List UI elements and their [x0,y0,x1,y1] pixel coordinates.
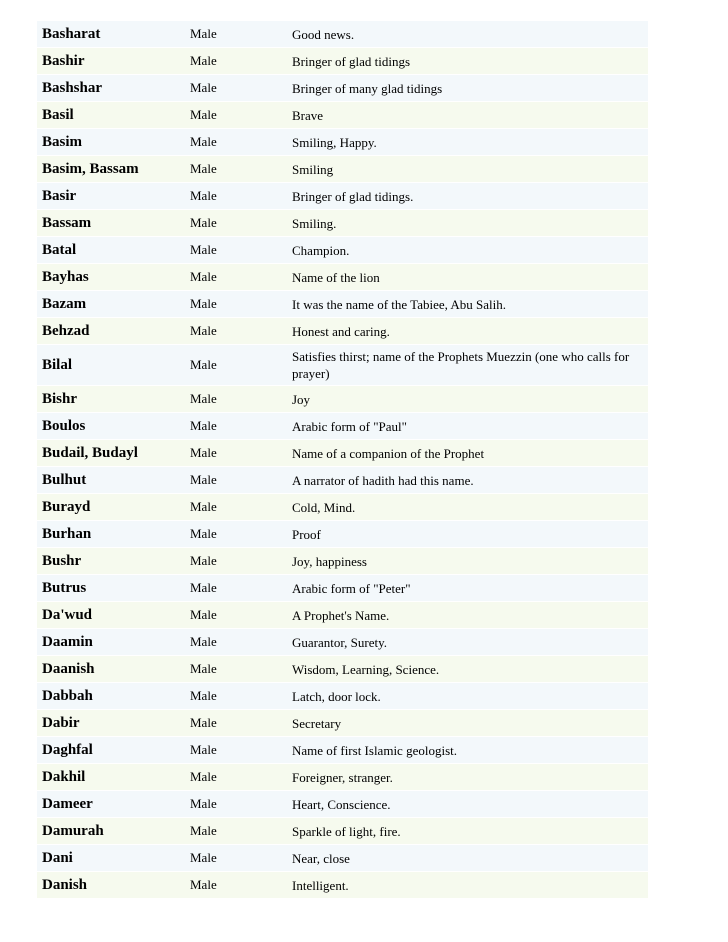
table-row [37,629,648,656]
gender-cell: Male [187,21,289,48]
gender-cell: Male [187,102,289,129]
table-row [37,791,648,818]
meaning-cell: Brave [289,102,648,129]
name-cell: Daamin [37,629,187,656]
name-cell: Basir [37,183,187,210]
table-row [37,575,648,602]
meaning-cell: Satisfies thirst; name of the Prophets Muezzin (one who calls for prayer) [289,345,648,386]
name-cell: Dabir [37,710,187,737]
name-cell: Budail, Budayl [37,440,187,467]
table-row [37,872,648,899]
table-row [37,386,648,413]
gender-cell: Male [187,386,289,413]
meaning-cell: Smiling. [289,210,648,237]
name-cell: Basharat [37,21,187,48]
meaning-cell: Bringer of glad tidings [289,48,648,75]
name-cell: Bazam [37,291,187,318]
meaning-cell: Cold, Mind. [289,494,648,521]
name-cell: Bashshar [37,75,187,102]
meaning-cell: Good news. [289,21,648,48]
gender-cell: Male [187,345,289,386]
meaning-cell: Smiling, Happy. [289,129,648,156]
table-row [37,48,648,75]
table-row [37,318,648,345]
name-cell: Dameer [37,791,187,818]
gender-cell: Male [187,764,289,791]
table-row [37,467,648,494]
meaning-cell: Honest and caring. [289,318,648,345]
table-row [37,102,648,129]
meaning-cell: Name of a companion of the Prophet [289,440,648,467]
name-cell: Bushr [37,548,187,575]
name-cell: Basim [37,129,187,156]
meaning-cell: Bringer of many glad tidings [289,75,648,102]
table-row [37,548,648,575]
name-cell: Dakhil [37,764,187,791]
gender-cell: Male [187,656,289,683]
meaning-cell: Sparkle of light, fire. [289,818,648,845]
gender-cell: Male [187,818,289,845]
meaning-cell: Bringer of glad tidings. [289,183,648,210]
gender-cell: Male [187,737,289,764]
name-cell: Batal [37,237,187,264]
gender-cell: Male [187,129,289,156]
gender-cell: Male [187,48,289,75]
gender-cell: Male [187,440,289,467]
meaning-cell: Intelligent. [289,872,648,899]
gender-cell: Male [187,467,289,494]
meaning-cell: Champion. [289,237,648,264]
name-cell: Bashir [37,48,187,75]
meaning-cell: Name of first Islamic geologist. [289,737,648,764]
meaning-cell: Smiling [289,156,648,183]
gender-cell: Male [187,575,289,602]
name-cell: Da'wud [37,602,187,629]
gender-cell: Male [187,183,289,210]
name-cell: Bishr [37,386,187,413]
gender-cell: Male [187,75,289,102]
meaning-cell: Foreigner, stranger. [289,764,648,791]
table-row [37,156,648,183]
name-cell: Behzad [37,318,187,345]
gender-cell: Male [187,602,289,629]
name-cell: Basim, Bassam [37,156,187,183]
gender-cell: Male [187,413,289,440]
table-row [37,656,648,683]
table-row [37,21,648,48]
name-cell: Bassam [37,210,187,237]
meaning-cell: Latch, door lock. [289,683,648,710]
table-row [37,818,648,845]
table-row [37,710,648,737]
name-cell: Damurah [37,818,187,845]
meaning-cell: Near, close [289,845,648,872]
table-row [37,183,648,210]
gender-cell: Male [187,291,289,318]
table-row [37,683,648,710]
gender-cell: Male [187,629,289,656]
gender-cell: Male [187,521,289,548]
gender-cell: Male [187,548,289,575]
meaning-cell: Proof [289,521,648,548]
name-cell: Bayhas [37,264,187,291]
meaning-cell: Arabic form of "Paul" [289,413,648,440]
name-cell: Dabbah [37,683,187,710]
table-row [37,521,648,548]
table-row [37,345,648,386]
meaning-cell: It was the name of the Tabiee, Abu Salih. [289,291,648,318]
gender-cell: Male [187,156,289,183]
name-cell: Burhan [37,521,187,548]
table-row [37,764,648,791]
meaning-cell: Joy, happiness [289,548,648,575]
name-cell: Bulhut [37,467,187,494]
meaning-cell: Heart, Conscience. [289,791,648,818]
name-cell: Boulos [37,413,187,440]
meaning-cell: Guarantor, Surety. [289,629,648,656]
gender-cell: Male [187,318,289,345]
meaning-cell: Arabic form of "Peter" [289,575,648,602]
table-row [37,291,648,318]
gender-cell: Male [187,872,289,899]
table-row [37,129,648,156]
name-cell: Burayd [37,494,187,521]
table-row [37,845,648,872]
name-cell: Danish [37,872,187,899]
gender-cell: Male [187,264,289,291]
name-cell: Basil [37,102,187,129]
gender-cell: Male [187,710,289,737]
name-cell: Daanish [37,656,187,683]
names-table [37,21,648,899]
gender-cell: Male [187,791,289,818]
table-row [37,75,648,102]
gender-cell: Male [187,494,289,521]
table-row [37,210,648,237]
name-cell: Dani [37,845,187,872]
names-table-body [37,21,648,899]
meaning-cell: Joy [289,386,648,413]
table-row [37,494,648,521]
table-row [37,264,648,291]
meaning-cell: A narrator of hadith had this name. [289,467,648,494]
gender-cell: Male [187,210,289,237]
gender-cell: Male [187,237,289,264]
table-row [37,602,648,629]
table-row [37,237,648,264]
table-row [37,413,648,440]
meaning-cell: A Prophet's Name. [289,602,648,629]
table-row [37,737,648,764]
meaning-cell: Secretary [289,710,648,737]
name-cell: Bilal [37,345,187,386]
table-row [37,440,648,467]
meaning-cell: Wisdom, Learning, Science. [289,656,648,683]
gender-cell: Male [187,845,289,872]
meaning-cell: Name of the lion [289,264,648,291]
name-cell: Butrus [37,575,187,602]
gender-cell: Male [187,683,289,710]
name-cell: Daghfal [37,737,187,764]
